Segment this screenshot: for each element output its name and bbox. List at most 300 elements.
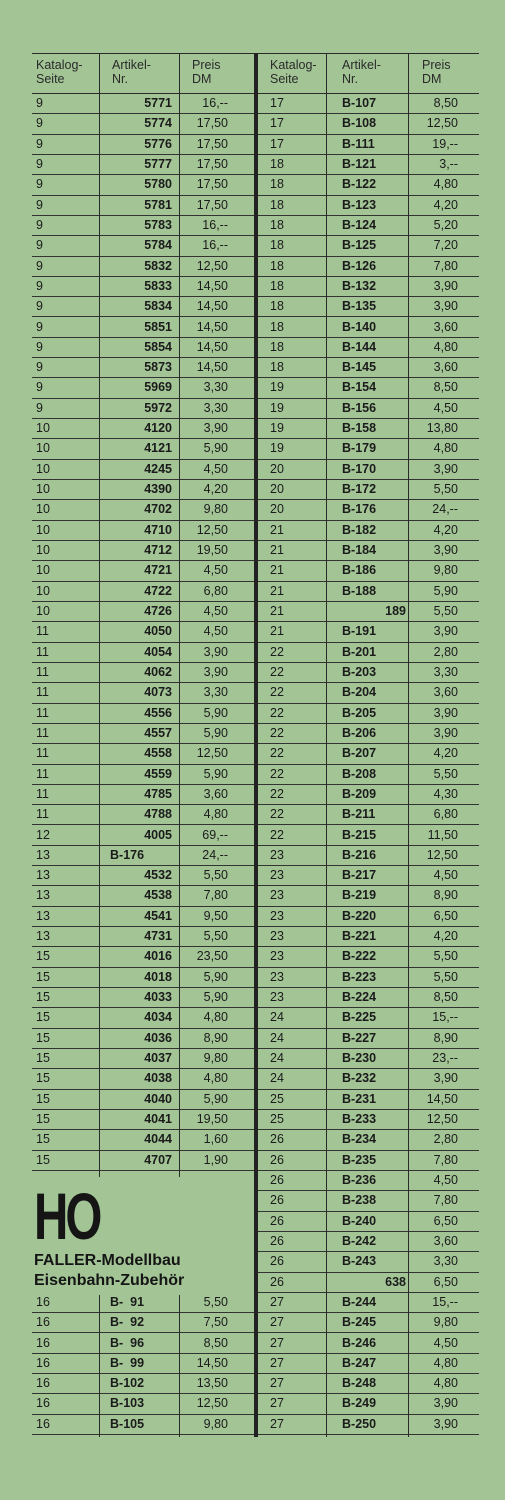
table-row — [32, 885, 254, 906]
header-artikel-right — [342, 53, 381, 93]
header-katalog-left — [36, 53, 83, 93]
table-row — [32, 276, 254, 297]
preis-dm: 9,80 — [433, 1315, 458, 1330]
preis-dm: 9,80 — [433, 563, 458, 578]
artikel-nr: B-224 — [342, 990, 377, 1005]
table-row — [32, 906, 254, 927]
table-row — [254, 398, 479, 419]
artikel-nr: B-217 — [342, 868, 377, 883]
artikel-nr: 4721 — [144, 563, 172, 578]
artikel-nr: B-232 — [342, 1071, 377, 1086]
artikel-nr: 4532 — [144, 868, 172, 883]
table-row — [254, 357, 479, 378]
table-row — [32, 479, 254, 500]
katalog-seite: 10 — [36, 522, 50, 537]
preis-dm: 6,50 — [433, 1213, 458, 1228]
katalog-seite: 18 — [270, 360, 284, 375]
preis-dm: 8,90 — [433, 1030, 458, 1045]
preis-dm: 5,50 — [433, 949, 458, 964]
katalog-seite: 27 — [270, 1294, 284, 1309]
artikel-nr: B-238 — [342, 1193, 377, 1208]
table-row — [254, 154, 479, 175]
artikel-nr: B-249 — [342, 1396, 377, 1411]
artikel-nr: B-220 — [342, 908, 377, 923]
katalog-seite: 16 — [36, 1355, 50, 1370]
table-row — [254, 825, 479, 846]
table-row — [254, 1129, 479, 1150]
katalog-seite: 13 — [36, 847, 50, 862]
preis-dm: 19,50 — [196, 1112, 228, 1126]
artikel-nr: B-245 — [342, 1315, 377, 1330]
katalog-seite: 20 — [270, 502, 284, 517]
artikel-nr: 4726 — [144, 604, 172, 618]
katalog-seite: 15 — [36, 1071, 50, 1086]
table-row — [254, 256, 479, 277]
artikel-nr: B-227 — [342, 1030, 377, 1045]
katalog-seite: 21 — [270, 543, 284, 558]
artikel-nr: 5776 — [144, 136, 172, 151]
katalog-seite: 18 — [270, 217, 284, 232]
preis-dm: 14,50 — [196, 1355, 228, 1370]
table-row — [254, 418, 479, 439]
table-row — [254, 93, 479, 114]
preis-dm: 5,90 — [433, 583, 458, 598]
preis-dm: 4,80 — [433, 441, 458, 456]
artikel-nr: 5834 — [144, 299, 172, 314]
preis-dm: 5,90 — [203, 705, 228, 720]
artikel-nr: B-225 — [342, 1010, 377, 1025]
preis-dm: 19,-- — [432, 136, 458, 151]
artikel-nr: B-208 — [342, 766, 377, 781]
katalog-seite: 11 — [36, 624, 49, 639]
artikel-nr: B-172 — [342, 482, 377, 497]
preis-dm: 3,90 — [433, 1396, 458, 1411]
table-row — [254, 1312, 479, 1333]
table-row — [254, 1028, 479, 1049]
preis-dm: 7,80 — [433, 258, 458, 273]
preis-dm: 3,90 — [203, 664, 228, 679]
katalog-seite: 9 — [36, 177, 43, 192]
katalog-seite: 12 — [36, 827, 50, 842]
table-row — [32, 296, 254, 317]
katalog-seite: 9 — [36, 238, 43, 253]
artikel-nr: 5833 — [144, 278, 172, 293]
preis-dm: 5,90 — [203, 969, 228, 984]
artikel-nr: 4707 — [144, 1152, 172, 1167]
table-row — [32, 438, 254, 459]
table-row — [254, 195, 479, 216]
table-row — [254, 438, 479, 459]
artikel-nr: B-209 — [342, 786, 377, 801]
katalog-seite: 9 — [36, 217, 43, 232]
table-row — [254, 1272, 479, 1293]
artikel-nr: B-111 — [342, 136, 375, 151]
preis-dm: 6,50 — [433, 1274, 458, 1289]
artikel-nr: 4036 — [144, 1030, 172, 1045]
preis-dm: 3,90 — [433, 1071, 458, 1086]
preis-dm: 3,90 — [433, 278, 458, 293]
table-row — [32, 987, 254, 1008]
ho-logo: HO — [34, 1179, 100, 1253]
faller-ho-logo-block — [32, 1177, 254, 1297]
artikel-nr: B-170 — [342, 461, 377, 476]
preis-dm: 5,20 — [433, 217, 458, 232]
table-row — [254, 743, 479, 764]
table-row — [254, 1007, 479, 1028]
preis-dm: 12,50 — [426, 1112, 458, 1126]
katalog-seite: 18 — [270, 258, 284, 273]
katalog-seite: 23 — [270, 929, 284, 944]
artikel-nr: B-211 — [342, 807, 376, 822]
artikel-nr: B-126 — [342, 258, 377, 273]
table-row — [254, 601, 479, 622]
header-text: Katalog- — [36, 58, 83, 72]
artikel-nr: B-103 — [110, 1396, 145, 1411]
preis-dm: 19,50 — [196, 543, 228, 558]
table-row — [32, 357, 254, 378]
header-text: Seite — [36, 72, 65, 86]
preis-dm: 12,50 — [196, 258, 228, 273]
table-row — [32, 256, 254, 277]
col-divider — [408, 53, 409, 1437]
table-row — [32, 499, 254, 520]
artikel-nr: B-222 — [342, 949, 377, 964]
preis-dm: 4,50 — [203, 604, 228, 618]
katalog-seite: 9 — [36, 360, 43, 375]
artikel-nr: 4037 — [144, 1051, 172, 1066]
preis-dm: 8,50 — [203, 1335, 228, 1350]
katalog-seite: 11 — [36, 705, 49, 720]
preis-dm: 12,50 — [196, 746, 228, 761]
table-row — [254, 540, 479, 561]
katalog-seite: 21 — [270, 624, 284, 639]
preis-dm: 23,50 — [196, 949, 228, 964]
katalog-seite: 11 — [36, 644, 49, 659]
katalog-seite: 26 — [270, 1193, 284, 1208]
katalog-seite: 15 — [36, 1152, 50, 1167]
katalog-seite: 9 — [36, 197, 43, 212]
katalog-seite: 21 — [270, 583, 284, 598]
katalog-seite: 22 — [270, 705, 284, 720]
table-row — [254, 1414, 479, 1435]
preis-dm: 14,50 — [196, 299, 228, 314]
table-row — [254, 987, 479, 1008]
katalog-seite: 25 — [270, 1091, 284, 1106]
table-row — [32, 337, 254, 358]
preis-dm: 12,50 — [196, 522, 228, 537]
table-row — [254, 621, 479, 642]
katalog-seite: 10 — [36, 482, 50, 497]
artikel-nr: 4033 — [144, 990, 172, 1005]
katalog-seite: 24 — [270, 1071, 284, 1086]
katalog-seite: 16 — [36, 1335, 50, 1350]
katalog-seite: 10 — [36, 563, 50, 578]
preis-dm: 3,30 — [433, 664, 458, 679]
preis-dm: 9,80 — [203, 1416, 228, 1431]
katalog-seite: 22 — [270, 766, 284, 781]
katalog-seite: 9 — [36, 299, 43, 314]
table-row — [254, 1373, 479, 1394]
artikel-nr: B-219 — [342, 888, 377, 903]
preis-dm: 8,50 — [433, 990, 458, 1005]
katalog-seite: 16 — [36, 1294, 50, 1309]
table-row — [254, 1068, 479, 1089]
katalog-seite: 11 — [36, 807, 49, 822]
artikel-nr: B-158 — [342, 421, 377, 436]
katalog-seite: 17 — [270, 136, 284, 151]
preis-dm: 8,90 — [203, 1030, 228, 1045]
artikel-nr: 638 — [385, 1274, 406, 1289]
table-row — [32, 215, 254, 236]
artikel-nr: 4541 — [144, 908, 172, 923]
preis-dm: 7,20 — [433, 238, 458, 253]
artikel-nr: 4722 — [144, 583, 172, 598]
preis-dm: 2,80 — [433, 644, 458, 659]
katalog-seite: 27 — [270, 1315, 284, 1330]
artikel-nr: B-176 — [110, 847, 145, 862]
artikel-nr: 4557 — [144, 725, 172, 740]
artikel-nr: 5969 — [144, 380, 172, 395]
artikel-nr: B-184 — [342, 543, 377, 558]
preis-dm: 1,90 — [203, 1152, 228, 1167]
katalog-seite: 27 — [270, 1335, 284, 1350]
header-text: Seite — [270, 72, 299, 86]
artikel-nr: B-221 — [342, 929, 377, 944]
table-row — [32, 1068, 254, 1089]
artikel-nr: B-156 — [342, 400, 377, 415]
col-divider — [326, 53, 327, 1437]
artikel-nr: B-247 — [342, 1355, 377, 1370]
artikel-nr: 4121 — [144, 441, 172, 456]
table-row — [254, 682, 479, 703]
artikel-nr: 5777 — [144, 156, 172, 171]
katalog-seite: 15 — [36, 1132, 50, 1147]
preis-dm: 4,20 — [433, 746, 458, 761]
katalog-seite: 9 — [36, 116, 43, 131]
table-row — [32, 1109, 254, 1130]
table-row — [254, 1333, 479, 1354]
katalog-seite: 18 — [270, 156, 284, 171]
preis-dm: 12,50 — [196, 1396, 228, 1411]
table-row — [254, 337, 479, 358]
preis-dm: 5,50 — [203, 929, 228, 944]
artikel-nr: B- 92 — [110, 1315, 145, 1330]
table-row — [254, 1211, 479, 1232]
artikel-nr: B-231 — [342, 1091, 377, 1106]
table-row — [32, 1353, 254, 1374]
preis-dm: 3,90 — [433, 1416, 458, 1431]
preis-dm: 4,30 — [433, 786, 458, 801]
katalog-seite: 11 — [36, 725, 49, 740]
artikel-nr: 4712 — [144, 543, 172, 558]
katalog-seite: 16 — [36, 1396, 50, 1411]
table-row — [32, 93, 254, 114]
katalog-seite: 27 — [270, 1376, 284, 1391]
katalog-seite: 9 — [36, 339, 43, 354]
artikel-nr: B-203 — [342, 664, 377, 679]
preis-dm: 12,50 — [426, 116, 458, 131]
katalog-seite: 16 — [36, 1315, 50, 1330]
katalog-seite: 18 — [270, 238, 284, 253]
preis-dm: 3,60 — [433, 319, 458, 334]
katalog-seite: 26 — [270, 1172, 284, 1187]
preis-dm: 15,-- — [432, 1010, 458, 1025]
table-row — [32, 520, 254, 541]
artikel-nr: 4054 — [144, 644, 172, 659]
table-row — [254, 1393, 479, 1414]
table-row — [32, 642, 254, 663]
table-row — [32, 195, 254, 216]
table-row — [32, 825, 254, 846]
katalog-seite: 19 — [270, 441, 284, 456]
artikel-nr: 4040 — [144, 1091, 172, 1106]
artikel-nr: B-234 — [342, 1132, 377, 1147]
preis-dm: 4,20 — [203, 482, 228, 497]
preis-dm: 4,50 — [203, 563, 228, 578]
preis-dm: 14,50 — [196, 319, 228, 334]
preis-dm: 9,50 — [203, 908, 228, 923]
artikel-nr: B-230 — [342, 1051, 377, 1066]
preis-dm: 5,50 — [433, 766, 458, 781]
table-row — [32, 764, 254, 785]
katalog-seite: 9 — [36, 400, 43, 415]
table-row — [32, 1373, 254, 1394]
preis-dm: 4,80 — [203, 1071, 228, 1086]
preis-dm: 5,90 — [203, 766, 228, 781]
table-row — [254, 174, 479, 195]
katalog-seite: 22 — [270, 786, 284, 801]
preis-dm: 14,50 — [426, 1091, 458, 1106]
table-row — [254, 1190, 479, 1211]
katalog-seite: 11 — [36, 685, 49, 700]
katalog-seite: 15 — [36, 1030, 50, 1045]
preis-dm: 13,50 — [196, 1376, 228, 1391]
katalog-seite: 19 — [270, 400, 284, 415]
table-row — [254, 276, 479, 297]
artikel-nr: B-154 — [342, 380, 377, 395]
katalog-seite: 23 — [270, 868, 284, 883]
preis-dm: 3,-- — [439, 156, 458, 171]
table-row — [32, 459, 254, 480]
col-divider — [99, 1295, 100, 1437]
table-row — [32, 1048, 254, 1069]
artikel-nr: B-246 — [342, 1335, 377, 1350]
table-row — [32, 1333, 254, 1354]
table-row — [254, 520, 479, 541]
preis-dm: 4,20 — [433, 522, 458, 537]
preis-dm: 7,80 — [433, 1152, 458, 1167]
preis-dm: 23,-- — [432, 1051, 458, 1066]
table-row — [32, 1414, 254, 1435]
table-row — [254, 946, 479, 967]
preis-dm: 16,-- — [202, 238, 228, 253]
artikel-nr: 5851 — [144, 319, 172, 334]
table-row — [254, 317, 479, 338]
preis-dm: 4,80 — [203, 1010, 228, 1025]
artikel-nr: B-123 — [342, 197, 377, 212]
table-row — [32, 1393, 254, 1414]
katalog-seite: 24 — [270, 1051, 284, 1066]
katalog-seite: 10 — [36, 604, 50, 618]
preis-dm: 3,60 — [433, 360, 458, 375]
katalog-seite: 16 — [36, 1416, 50, 1431]
artikel-nr: B- 96 — [110, 1335, 145, 1350]
artikel-nr: 4062 — [144, 664, 172, 679]
preis-dm: 5,90 — [203, 1091, 228, 1106]
preis-dm: 5,50 — [203, 868, 228, 883]
artikel-nr: B-236 — [342, 1172, 377, 1187]
artikel-nr: B-125 — [342, 238, 377, 253]
artikel-nr: B-132 — [342, 278, 377, 293]
preis-dm: 24,-- — [202, 847, 228, 862]
table-row — [254, 662, 479, 683]
table-row — [32, 682, 254, 703]
katalog-seite: 23 — [270, 969, 284, 984]
katalog-seite: 15 — [36, 1051, 50, 1066]
artikel-nr: 4559 — [144, 766, 172, 781]
preis-dm: 3,30 — [433, 1254, 458, 1269]
header-text: Nr. — [112, 72, 128, 86]
artikel-nr: 4785 — [144, 786, 172, 801]
preis-dm: 14,50 — [196, 360, 228, 375]
preis-dm: 6,50 — [433, 908, 458, 923]
katalog-seite: 22 — [270, 644, 284, 659]
katalog-seite: 15 — [36, 990, 50, 1005]
table-row — [32, 865, 254, 886]
artikel-nr: 4710 — [144, 522, 172, 537]
artikel-nr: B-179 — [342, 441, 377, 456]
katalog-seite: 10 — [36, 583, 50, 598]
katalog-seite: 26 — [270, 1233, 284, 1248]
artikel-nr: 5780 — [144, 177, 172, 192]
katalog-seite: 20 — [270, 482, 284, 497]
artikel-nr: B-144 — [342, 339, 377, 354]
artikel-nr: B-242 — [342, 1233, 377, 1248]
katalog-seite: 17 — [270, 116, 284, 131]
preis-dm: 13,80 — [426, 421, 458, 436]
preis-dm: 5,90 — [203, 725, 228, 740]
katalog-seite: 26 — [270, 1254, 284, 1269]
katalog-seite: 26 — [270, 1213, 284, 1228]
preis-dm: 11,50 — [427, 827, 458, 842]
table-row — [254, 235, 479, 256]
preis-dm: 16,-- — [202, 96, 228, 110]
table-row — [254, 967, 479, 988]
col-divider — [179, 1295, 180, 1437]
table-row — [254, 1231, 479, 1252]
preis-dm: 3,90 — [433, 725, 458, 740]
table-row — [32, 317, 254, 338]
artikel-nr: 4034 — [144, 1010, 172, 1025]
katalog-seite: 27 — [270, 1396, 284, 1411]
artikel-nr: B-216 — [342, 847, 377, 862]
preis-dm: 4,50 — [203, 461, 228, 476]
table-row — [254, 215, 479, 236]
katalog-seite: 23 — [270, 888, 284, 903]
katalog-seite: 15 — [36, 1010, 50, 1025]
artikel-nr: 4018 — [144, 969, 172, 984]
table-row — [254, 703, 479, 724]
preis-dm: 17,50 — [196, 197, 228, 212]
table-row — [32, 662, 254, 683]
preis-dm: 16,-- — [202, 217, 228, 232]
katalog-seite: 18 — [270, 177, 284, 192]
preis-dm: 8,50 — [433, 380, 458, 395]
table-row — [32, 560, 254, 581]
katalog-seite: 9 — [36, 96, 43, 110]
artikel-nr: B-223 — [342, 969, 377, 984]
table-row — [254, 845, 479, 866]
